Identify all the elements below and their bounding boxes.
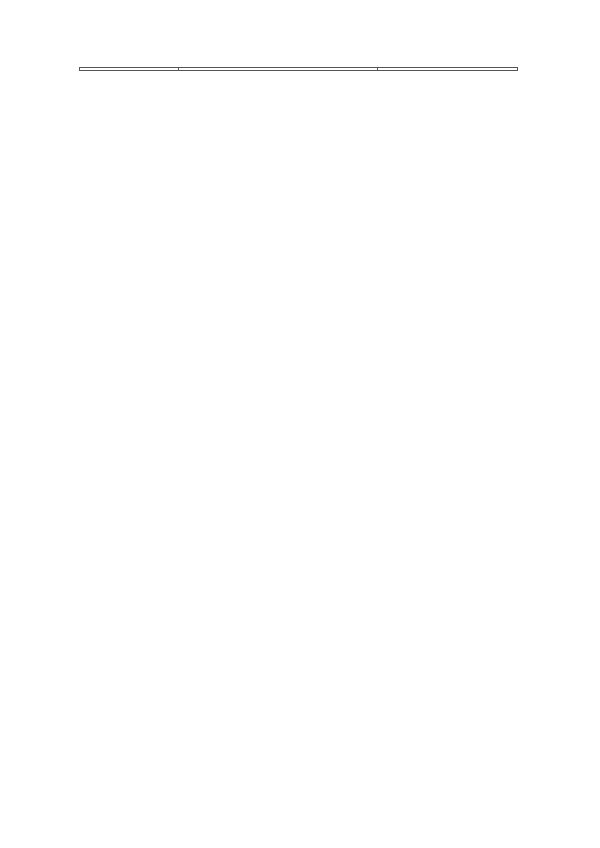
header-examples — [378, 68, 518, 71]
header-recognition — [179, 68, 378, 71]
header-groups — [80, 68, 179, 71]
functions-table-top — [79, 67, 518, 71]
table-header-row — [80, 68, 518, 71]
